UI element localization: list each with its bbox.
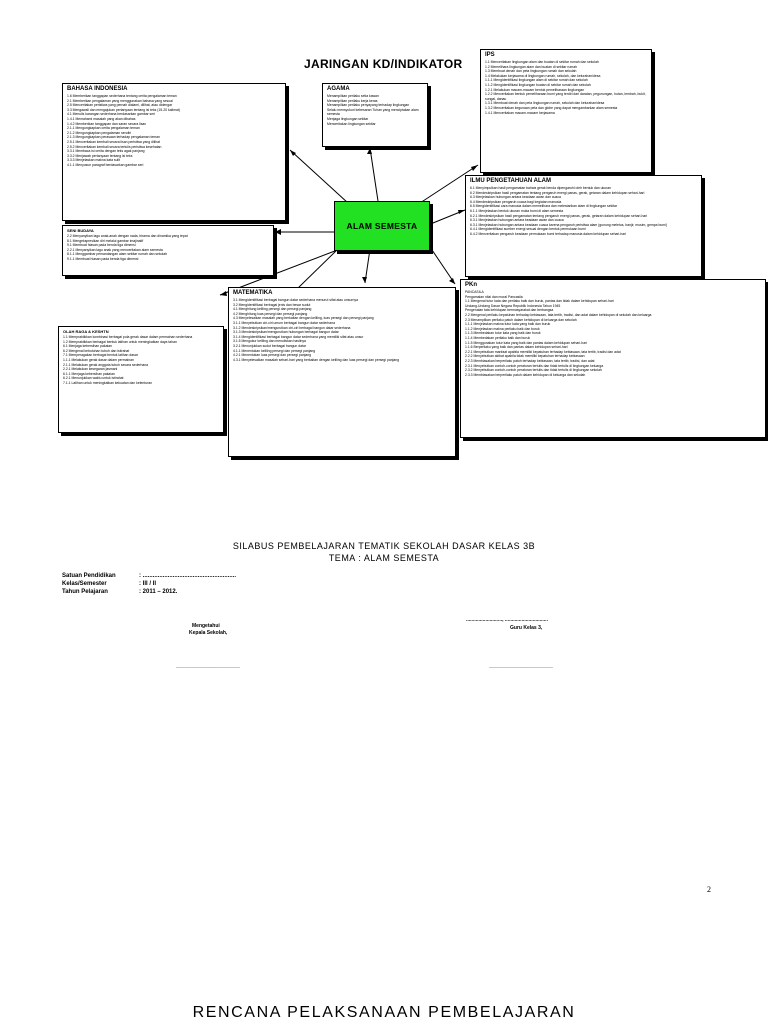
indicator-item: PANCASILA bbox=[465, 290, 484, 294]
indicator-item: Menampilkan perilaku setia kawan bbox=[327, 94, 379, 98]
indicator-item: Selalu mensyukuri kebesaran Tuhan yang menciptakan alam semesta bbox=[327, 107, 419, 117]
indicator-item: Menampilkan perilaku kerja keras bbox=[327, 98, 378, 103]
indicator-item: 3.1.1 Menyebutkan ciri-ciri umum berbagai bangun datar sederhana bbox=[233, 320, 335, 325]
indicator-item: 1.1.2 Mengidentifikasi lingkungan buatan di sekitar rumah dan sekolah bbox=[485, 82, 591, 87]
concept-map-title: JARINGAN KD/INDIKATOR bbox=[304, 57, 463, 71]
indicator-item: 1.3 Membuat denah dan peta lingkungan rumah dan sekolah bbox=[485, 69, 577, 74]
rpp-heading: RENCANA PELAKSANAAN PEMBELAJARAN bbox=[192, 1004, 576, 1021]
indicator-item: 3.1.4 Mengidentifikasi berbagai bangun datar sederhana yang memiliki sifat atau unsur bbox=[233, 334, 364, 339]
box-agama bbox=[322, 83, 428, 147]
indicator-item: 8.1.1 Menggambar pemandangan alam sekitar rumah dan sekolah bbox=[67, 252, 168, 257]
kelas-label: Kelas/Semester bbox=[62, 581, 107, 587]
connector-pkn bbox=[428, 244, 455, 284]
indicator-item: 2.2.1 Melakukan kesegaran jasmani bbox=[63, 367, 118, 372]
kelas-value: : III / II bbox=[139, 581, 157, 587]
indicator-item: Menjaga lingkungan sekitar bbox=[327, 116, 369, 121]
box-ips bbox=[480, 49, 652, 173]
indicator-item: 7.1.1 Latihan untuk meningkatkan kekuatan dan kelenturan bbox=[63, 380, 152, 385]
box-pkn bbox=[460, 279, 766, 438]
indicator-item: Menceritakan lingkungan sekitar bbox=[327, 121, 376, 126]
indicator-item: 3.3 Mengawali dan mengajukan pertanyaan tentang isi teks (15-20 kalimat) bbox=[67, 107, 180, 112]
indicator-item: 2.3.2 Menyebutkan contoh-contoh peraturan tertulis dan tidak tertulis di lingkungan sekolah bbox=[465, 368, 602, 373]
indicator-item: 1.1.5 Menggunakan tutur kata yang baik dan pantas dalam kehidupan sehari-hari bbox=[465, 340, 587, 345]
indicator-item: 4.3 Menyelesaikan masalah yang berkaitan dengan keliling, luas persegi dan persegi panjang bbox=[233, 316, 374, 321]
indicator-item: 2.2 Mengenal perilaku kepatuhan terhadap kebiasaan, tata tertib, tradisi, dan adat dalam kehidupan di sekolah dan keluarga bbox=[465, 312, 652, 317]
indicator-item: 3.2 Mengidentifikasi berbagai jenis dan besar sudut bbox=[233, 302, 311, 307]
indicator-item: 4.2.1 Menentukan luas persegi dan persegi panjang bbox=[233, 353, 312, 358]
box-heading: BAHASA INDONESIA bbox=[67, 86, 128, 92]
indicator-item: 2.3.1 Menyebutkan contoh-contoh peraturan tertulis dan tidak tertulis di lingkungan keluarga bbox=[465, 363, 604, 368]
indicator-item: 2.2.2 Menyebutkan akibat apabila tidak memiliki kepatuhan terhadap kebiasaan bbox=[465, 354, 585, 359]
indicator-item: 2.1.2 Mengungkapkan pengalaman sendiri bbox=[67, 130, 132, 135]
tahun-value: : 2011 – 2012. bbox=[139, 589, 178, 595]
indicator-item: 6.2 Mengenal kebutuhan tubuh dan istirahat bbox=[63, 348, 130, 353]
indicator-item: 6.1.1 Menjelaskan bentuk ukuran muka bumi di alam semesta bbox=[470, 208, 564, 213]
indicator-item: 9.1.1 Membuat hiasan pada benda tiga dimensi bbox=[67, 256, 139, 261]
box-heading: AGAMA bbox=[327, 86, 350, 92]
kepala-sekolah-signature-line: _______________________ bbox=[176, 663, 240, 669]
indicator-list bbox=[323, 94, 427, 126]
indicator-item: Pengamalan nilai dan moral Pancasila bbox=[465, 294, 523, 299]
indicator-item: 6.2.1 Menunjukkan waktu untuk istirahat bbox=[63, 376, 124, 381]
tahun-label: Tahun Pelajaran bbox=[62, 589, 108, 595]
indicator-item: 1.1.1 Melakukan gerak dasar dalam permainan bbox=[63, 357, 134, 362]
indicator-item: 3.1.3 Mendeskripsikan/mengurutkan hubungan berbagai bangun datar bbox=[233, 330, 339, 335]
satuan-label: Satuan Pendidikan bbox=[62, 573, 116, 579]
indicator-item: 2.3.3 Membiasakan berperilaku patuh dalam kehidupan di keluarga dan sekolah bbox=[465, 372, 586, 377]
box-heading: MATEMATIKA bbox=[233, 290, 273, 296]
indicator-item: 3.1.2 Mendeskripsikan/mengurutkan ciri-ciri berbagai bangun datar sederhana bbox=[233, 325, 351, 330]
box-bahasa-indonesia bbox=[62, 83, 286, 221]
indicator-item: 1.3.1 Membuat denah dan peta lingkungan rumah, sekolah dan kelurahan/desa bbox=[485, 101, 605, 106]
syllabus-theme: TEMA : ALAM SEMESTA bbox=[328, 553, 440, 563]
indicator-item: 6.4.1 Mengidentifikasi sumber energi sesuai dengan bentuk permukaan bumi bbox=[470, 227, 586, 232]
indicator-item: 1.2 Mempraktikkan berbagai bentuk latihan untuk meningkatkan daya tahan bbox=[63, 339, 177, 344]
box-heading: PKn bbox=[465, 282, 477, 288]
indicator-item: 1.2.2 Menceritakan bentuk pemeliharaan bumi yang terdiri dari daratan, pegunungan, hutan, lembah, bukit, sungai, danau bbox=[485, 92, 646, 101]
indicator-item: 1.2.1 Melakukan macam-macam bentuk pemeliharaan lingkungan bbox=[485, 87, 585, 92]
indicator-item: Pengenalan tata kehidupan bermasyarakat dan berbangsa bbox=[465, 308, 554, 313]
indicator-item: 1.4.2 Memberikan tanggapan dan saran secara lisan bbox=[67, 121, 147, 126]
indicator-item: 3.3.3 Menjelaskan makna kata sulit bbox=[67, 158, 120, 163]
indicator-item: 6.2.1 Mendeskripsikan hasil pengamatan tentang pengaruh energi panas, gerak, getaran dalam kehidupan sehari-hari bbox=[470, 213, 648, 218]
indicator-item: 3.1.5 Mengukur keliling dan menuliskan hasilnya bbox=[233, 339, 306, 344]
indicator-item: 1.1.1 Menjelaskan makna tutur kata yang baik dan buruk bbox=[465, 322, 551, 327]
indicator-item: 2.2.1 Menyebutkan manfaat apabila memiliki kepatuhan terhadap kebiasaan, tata tertib, tradisi dan adat bbox=[465, 349, 621, 354]
indicator-item: 3.2.1 Menunjukkan sudut berbagai bangun datar bbox=[233, 343, 306, 348]
syllabus-title: SILABUS PEMBELAJARAN TEMATIK SEKOLAH DASAR KELAS 3B bbox=[232, 541, 536, 551]
indicator-item: 3.1 Mengidentifikasi berbagai bangun datar sederhana menurut sifat atau unsurnya bbox=[233, 298, 358, 302]
box-heading: ILMU PENGETAHUAN ALAM bbox=[470, 178, 551, 184]
box-heading: OLAH RAGA & KESHTN bbox=[63, 329, 109, 334]
indicator-item: 2.2.1 Menyanyikan lagu anak yang menceritakan alam semesta bbox=[67, 247, 163, 252]
box-seni-budaya bbox=[62, 225, 274, 276]
indicator-item: 9.1 Membuat hiasan pada benda tiga dimensi bbox=[67, 243, 136, 248]
indicator-item: 6.3.1 Menjelaskan hubungan antara keadaan cuaca karena pengaruh peristiwa alam (gunung meletus, banjir, musim, gempa bumi) bbox=[470, 222, 667, 227]
indicator-item: 1.1.2 Menjelaskan makna perilaku baik dan buruk bbox=[465, 326, 540, 331]
indicator-list bbox=[461, 290, 765, 377]
indicator-item: 4.2 Menghitung luas persegi dan persegi panjang bbox=[233, 311, 308, 316]
center-theme-label: ALAM SEMESTA bbox=[346, 221, 418, 231]
indicator-item: 4.1.1 Menyusun paragraf berdasarkan gambar seri bbox=[67, 162, 144, 167]
indicator-item: 6.2 Mendeskripsikan hasil pengamatan tentang pengaruh energi panas, gerak, getaran dalam kehidupan sehari-hari bbox=[470, 190, 645, 195]
indicator-item: 1.4.1 Menceritakan macam-macam kerjasama bbox=[485, 110, 555, 115]
indicator-item: 2.1 Memberikan pengalaman yang menggunakan bahasa yang sesuai bbox=[67, 98, 173, 103]
indicator-list bbox=[481, 60, 651, 115]
indicator-item: 4.3.1 Menyelesaikan masalah sehari-hari yang berkaitan dengan keliling dan luas persegi dan persegi panjang bbox=[233, 357, 400, 362]
indicator-item: 7.1 Memperagakan berbagai bentuk latihan dasar bbox=[63, 353, 138, 358]
indicator-item: Undang-Undang Dasar Negara Republik Indonesia Tahun 1945 bbox=[465, 303, 561, 308]
indicator-item: 1.2 Memelihara lingkungan alam dan buatan di sekitar rumah bbox=[485, 64, 577, 69]
indicator-item: 4.1 Menulis karangan sederhana berdasarkan gambar seri bbox=[67, 112, 156, 117]
indicator-list bbox=[59, 335, 223, 386]
box-olah-raga-kesehatan bbox=[58, 326, 224, 433]
kepala-sekolah-label: Kepala Sekolah, bbox=[189, 630, 228, 636]
indicator-item: 3.3.1 Membaca isi cerita dengan teks agak panjang bbox=[67, 149, 145, 154]
indicator-list bbox=[229, 298, 455, 362]
indicator-item: 1.4 Melakukan kerjasama di lingkungan rumah, sekolah, dan kelurahan/desa bbox=[485, 73, 601, 78]
box-matematika bbox=[228, 287, 456, 457]
page-number: 2 bbox=[707, 885, 711, 894]
indicator-item: 1.1 Mengenal tutur kata dan perilaku baik dan buruk, pantas dan tidak dalam kehidupan sehari-hari bbox=[465, 299, 614, 304]
indicator-item: 6.3 Menjelaskan hubungan antara keadaan awan dan cuaca bbox=[470, 195, 561, 200]
indicator-item: 1.1 Menceritakan lingkungan alam dan buatan di sekitar rumah dan sekolah bbox=[485, 60, 599, 64]
indicator-item: 2.5.1 Menceritakan kembali secara lisan peristiwa yang dilihat bbox=[67, 139, 160, 144]
indicator-item: 2.5.2 Menceritakan kembali secara tertulis peristiwa kesehatan bbox=[67, 144, 162, 149]
indicator-item: 1.1.4 Membedakan perilaku baik dan buruk bbox=[465, 335, 531, 340]
indicator-item: 8.1 Mengekspresikan diri melalui gambar imajinatif bbox=[67, 238, 144, 243]
indicator-item: 6.1.1 Menjaga kebersihan pakaian bbox=[63, 371, 115, 376]
indicator-item: 2.2.3 Membiasakan berperilaku patuh terhadap kebiasaan, tata tertib, tradisi, dan adat bbox=[465, 358, 595, 363]
indicator-item: 6.4 Mendeskripsikan pengaruh cuaca bagi kegiatan manusia bbox=[470, 199, 562, 204]
center-theme-box bbox=[334, 201, 430, 251]
guru-kelas-label: Guru Kelas 3, bbox=[510, 625, 543, 631]
box-ilmu-pengetahuan-alam bbox=[465, 175, 702, 277]
box-heading: IPS bbox=[485, 52, 495, 58]
indicator-item: 6.3.1 Menjelaskan hubungan antara keadaan awan dan cuaca bbox=[470, 218, 564, 223]
indicator-list bbox=[466, 186, 701, 237]
indicator-item: 6.5 Mengidentifikasi cara manusia dalam memelihara dan melestarikan alam di lingkungan sekitar bbox=[470, 204, 618, 209]
connector-agama bbox=[370, 148, 378, 201]
indicator-item: 2.1.1 Mengungkapkan cerita pengalaman teman bbox=[67, 126, 140, 131]
indicator-item: 2.5 Menceritakan peristiwa yang pernah dialami, dilihat, atau didengar bbox=[67, 103, 173, 108]
indicator-item: 6.1 Menjaga kebersihan pakaian bbox=[63, 344, 113, 349]
indicator-item: 2.1.1 Melakukan gerak anggota tubuh secara sederhana bbox=[63, 362, 149, 367]
indicator-item: 4.1 Menghitung keliling persegi dan persegi panjang bbox=[233, 307, 312, 312]
box-heading: SENI BUDAYA bbox=[67, 228, 94, 233]
place-date-line: .........................., ............................... bbox=[466, 617, 548, 623]
connector-bahasa bbox=[290, 150, 348, 203]
indicator-item: 2.1.3 Mengungkapkan perasaan terhadap pengalaman teman bbox=[67, 135, 160, 140]
indicator-list bbox=[63, 234, 273, 262]
indicator-item: 1.6 Memberikan tanggapan sederhana tentang cerita pengalaman teman bbox=[67, 94, 177, 98]
indicator-list bbox=[63, 94, 285, 168]
indicator-item: 1.1.3 Membedakan tutur kata yang baik dan buruk bbox=[465, 331, 541, 336]
indicator-item: 2.2 Menyanyikan lagu anak-anak dengan nada, birama dan dinamika yang tepat bbox=[67, 234, 188, 238]
indicator-item: 1.4.1 Memahami masalah yang akan dibahas bbox=[67, 116, 136, 121]
indicator-item: 1.1.6 Berperilaku yang baik dan pantas dalam kehidupan sehari-hari bbox=[465, 345, 568, 350]
indicator-item: 1.1 Mempraktikkan kombinasi berbagai pola gerak dasar dalam permainan sederhana bbox=[63, 335, 193, 339]
satuan-value: : ........................................................ bbox=[139, 573, 237, 579]
indicator-item: 1.1.1 Mengidentifikasi lingkungan alam di sekitar rumah dan sekolah bbox=[485, 78, 588, 83]
indicator-item: 2.3 Menampilkan perilaku patuh dalam kehidupan di keluarga dan sekolah bbox=[465, 317, 577, 322]
indicator-item: 1.3.2 Menceritakan kegunaan peta dan globe yang dapat mengambarkan alam semesta bbox=[485, 105, 618, 110]
guru-kelas-signature-line: _______________________ bbox=[489, 663, 553, 669]
indicator-item: Menampilkan perilaku penyayang terhadap lingkungan bbox=[327, 103, 410, 108]
indicator-item: 6.4.2 Menceritakan pengaruh keadaan permukaan bumi terhadap manusia dalam kehidupan sehari-hari bbox=[470, 231, 627, 236]
mengetahui-label: Mengetahui bbox=[192, 623, 220, 629]
indicator-item: 3.3.2 Menjawab pertanyaan tentang isi teks bbox=[67, 153, 133, 158]
indicator-item: 6.1 Menyimpulkan hasil pengamatan bahwa gerak benda dipengaruhi oleh bentuk dan ukuran bbox=[470, 186, 611, 190]
indicator-item: 4.1.1 Menentukan keliling persegi dan persegi panjang bbox=[233, 348, 316, 353]
